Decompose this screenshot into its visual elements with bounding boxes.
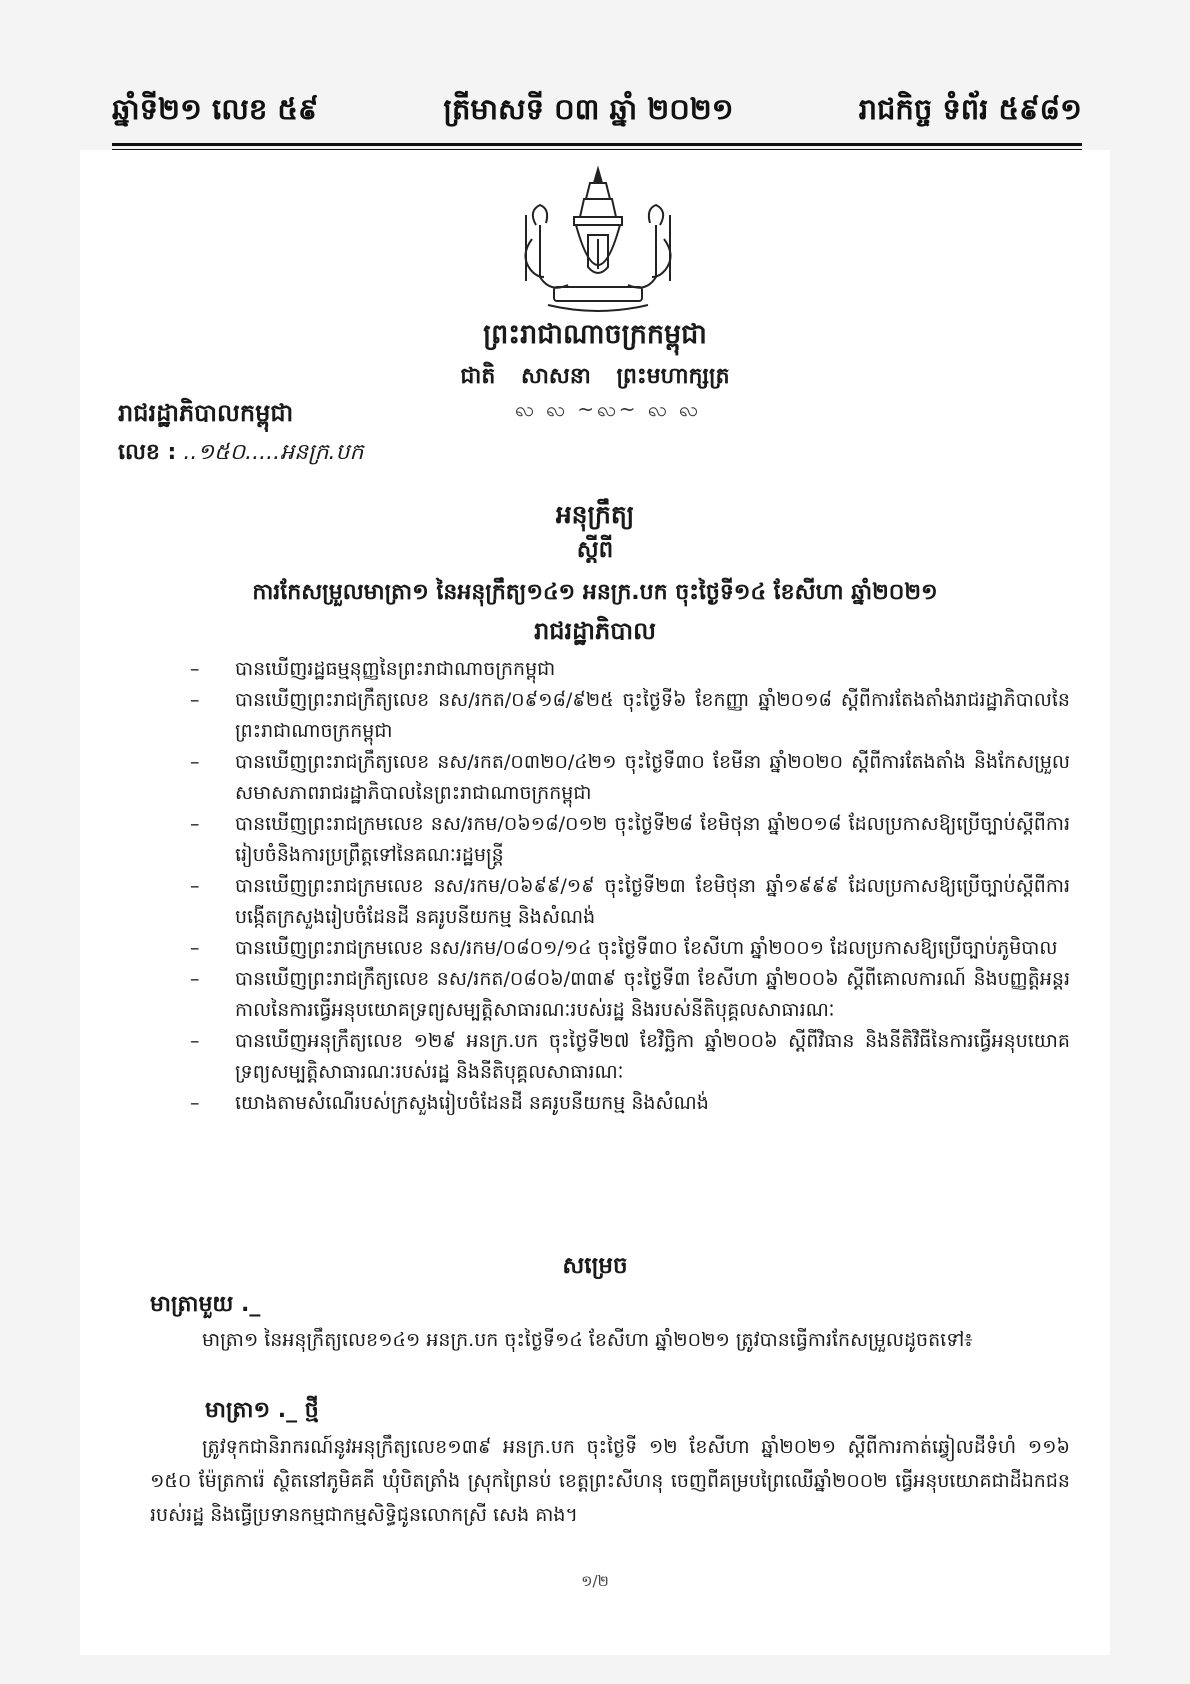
royal-emblem-icon <box>510 165 686 315</box>
header-rule-thin <box>112 149 1082 150</box>
consideration-item: – បានឃើញព្រះរាជក្រឹត្យលេខ នស/រកត/០៩១៨/៩២៥ ចុះថ្ងៃទី៦ ខែកញ្ញា ឆ្នាំ២០១៨ ស្តីពីការតែងតាំងរាជរដ្ឋាភិបាលនៃព្រះរាជាណាចក្រកម្ពុជា <box>190 685 1070 747</box>
consideration-item: – បានឃើញរដ្ឋធម្មនុញ្ញនៃព្រះរាជាណាចក្រកម្ពុជា <box>190 654 1070 685</box>
consideration-item: – បានឃើញព្រះរាជក្រឹត្យលេខ នស/រកត/០៨០៦/៣៣៩ ចុះថ្ងៃទី៣ ខែសីហា ឆ្នាំ២០០៦ ស្តីពីគោលការណ៍ និងបញ្ញត្តិអន្តរកាលនៃការធ្វើអនុបយោគទ្រព្យសម្បត្តិសាធារណៈរបស់រដ្ឋ និងរបស់នីតិបុគ្គលសាធារណៈ <box>190 964 1070 1026</box>
reference-number <box>118 438 363 470</box>
consideration-item: – បានឃើញអនុក្រឹត្យលេខ ១២៩ អនក្រ.បក ចុះថ្ងៃទី២៧ ខែវិច្ឆិកា ឆ្នាំ២០០៦ ស្តីពីវិធាន និងនីតិវិធីនៃការធ្វើអនុបយោគទ្រព្យសម្បត្តិសាធារណៈរបស់រដ្ឋ និងនីតិបុគ្គលសាធារណៈ <box>190 1026 1070 1088</box>
document-type-title: អនុក្រឹត្យ <box>555 500 635 529</box>
issuing-authority: រាជរដ្ឋាភិបាលកម្ពុជា <box>118 399 294 427</box>
header-quarter: ត្រីមាសទី ០៣ ឆ្នាំ ២០២១ <box>443 92 734 126</box>
page-number: ១/២ <box>581 1572 609 1590</box>
header-gazette-page: រាជកិច្ច ទំព័រ ៥៩៨១ <box>858 92 1082 126</box>
article-one-new-body: ត្រូវទុកជានិរាករណ៍នូវអនុក្រឹត្យលេខ១៣៩ អនក្រ.បក ចុះថ្ងៃទី ១២ ខែសីហា ឆ្នាំ២០២១ ស្តីពីការកាត់ឆ្វៀលដីទំហំ ១១៦ ១៥០ ម៉ែត្រការ៉េ ស្ថិតនៅភូមិគគី ឃុំបិតត្រាំង ស្រុកព្រៃនប់ ខេត្តព្រះសីហនុ ចេញពីគម្របព្រៃឈើឆ្នាំ២០០២ ធ្វើអនុបយោគជាដីឯកជនរបស់រដ្ឋ និងធ្វើប្រទានកម្មជាកម្មសិទ្ធិជូនលោកស្រី សេង គាង។ <box>150 1436 1070 1526</box>
document-about: ស្តីពី <box>576 537 614 563</box>
header-year-issue: ឆ្នាំទី២១ លេខ ៥៩ <box>112 92 319 126</box>
reference-label: លេខ : <box>118 440 177 465</box>
article-one-new-heading: មាត្រា១ ._ ថ្មី <box>205 1398 319 1423</box>
consideration-item: – បានឃើញព្រះរាជក្រមលេខ នស/រកម/០៦៩៩/១៩ ចុះថ្ងៃទី២៣ ខែមិថុនា ឆ្នាំ១៩៩៩ ដែលប្រកាសឱ្យប្រើច្បាប់ស្តីពីការបង្កើតក្រសួងរៀបចំដែនដី នគរូបនីយកម្ម និងសំណង់ <box>190 871 1070 933</box>
consideration-item: – បានឃើញព្រះរាជក្រឹត្យលេខ នស/រកត/០៣២០/៤២១ ចុះថ្ងៃទី៣០ ខែមីនា ឆ្នាំ២០២០ ស្តីពីការតែងតាំង និងកែសម្រួលសមាសភាពរាជរដ្ឋាភិបាលនៃព្រះរាជាណាចក្រកម្ពុជា <box>190 747 1070 809</box>
article-one-body: មាត្រា១ នៃអនុក្រឹត្យលេខ១៤១ អនក្រ.បក ចុះថ្ងៃទី១៤ ខែសីហា ឆ្នាំ២០២១ ត្រូវបានធ្វើការកែសម្រួលដូចតទៅ៖ <box>202 1329 973 1351</box>
ornament-divider-icon: ꩮ ꩮ ~ꩮ~ ꩮ ꩮ <box>515 397 701 421</box>
national-motto: ជាតិ សាសនា ព្រះមហាក្សត្រ <box>460 364 730 389</box>
header-rule <box>112 143 1082 146</box>
reference-value: ..១៥០.....អនក្រ.បក <box>183 440 364 465</box>
consideration-item: – បានឃើញព្រះរាជក្រមលេខ នស/រកម/០៨០១/១៤ ចុះថ្ងៃទី៣០ ខែសីហា ឆ្នាំ២០០១ ដែលប្រកាសឱ្យប្រើច្បាប់ភូមិបាល <box>190 933 1070 964</box>
article-one-heading: មាត្រាមួយ ._ <box>150 1292 261 1317</box>
consideration-item: – បានឃើញព្រះរាជក្រមលេខ នស/រកម/០៦១៨/០១២ ចុះថ្ងៃទី២៨ ខែមិថុនា ឆ្នាំ២០១៨ ដែលប្រកាសឱ្យប្រើច្បាប់ស្តីពីការរៀបចំនិងការប្រព្រឹត្តទៅនៃគណៈរដ្ឋមន្ត្រី <box>190 809 1070 871</box>
document-subject: ការកែសម្រួលមាត្រា១ នៃអនុក្រឹត្យ១៤១ អនក្រ.បក ចុះថ្ងៃទី១៤ ខែសីហា ឆ្នាំ២០២១ <box>252 580 938 605</box>
consideration-item: – យោងតាមសំណើរបស់ក្រសួងរៀបចំដែនដី នគរូបនីយកម្ម និងសំណង់ <box>190 1088 1070 1119</box>
considerations-list <box>190 654 1070 1119</box>
gazette-header <box>112 92 1082 134</box>
government-heading: រាជរដ្ឋាភិបាល <box>534 617 656 645</box>
decision-heading: សម្រេច <box>562 1253 628 1279</box>
kingdom-title: ព្រះរាជាណាចក្រកម្ពុជា <box>483 319 707 350</box>
